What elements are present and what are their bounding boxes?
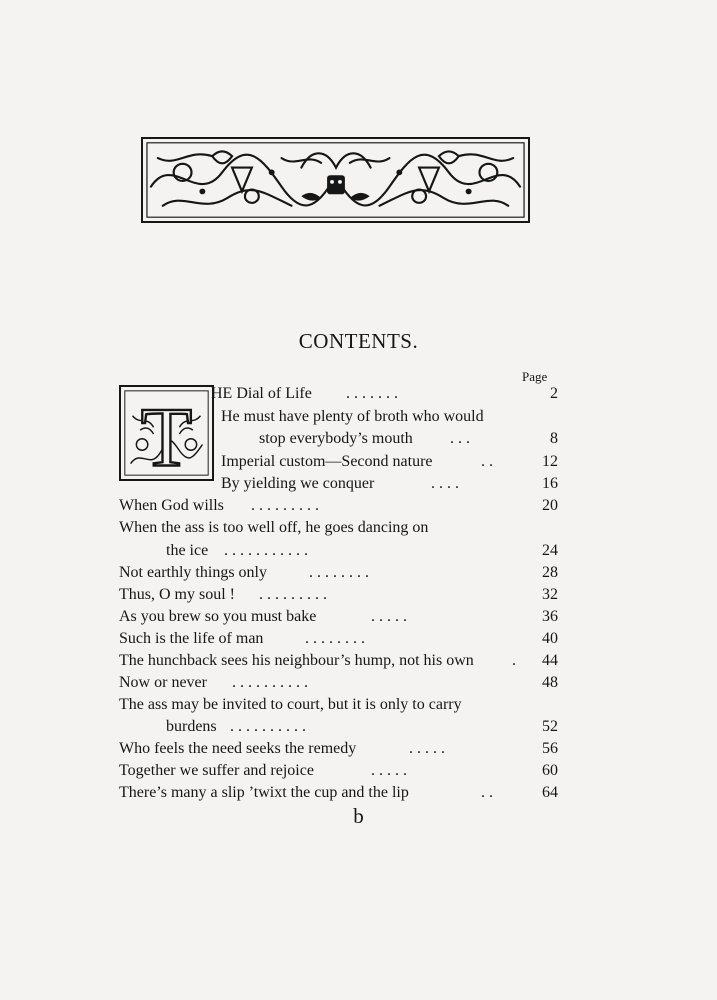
toc-title: There’s many a slip ’twixt the cup and the lip bbox=[119, 784, 409, 801]
toc-page-number: 52 bbox=[542, 718, 558, 735]
toc-page-number: 28 bbox=[542, 564, 558, 581]
toc-page-number: 2 bbox=[550, 385, 558, 402]
toc-page-number: 64 bbox=[542, 784, 558, 801]
toc-leader-dots: . . . . . . . . . . bbox=[230, 718, 306, 735]
toc-title: Together we suffer and rejoice bbox=[119, 762, 314, 779]
toc-title: When the ass is too well off, he goes dancing on bbox=[119, 519, 429, 536]
toc-page-number: 32 bbox=[542, 586, 558, 603]
toc-page-number: 36 bbox=[542, 608, 558, 625]
toc-title: The hunchback sees his neighbour’s hump, not his own bbox=[119, 652, 474, 669]
toc-page-number: 16 bbox=[542, 475, 558, 492]
toc-title: HE Dial of Life bbox=[211, 385, 312, 402]
toc-leader-dots: . . . . . . . . bbox=[305, 630, 365, 647]
toc-leader-dots: . . . . . bbox=[371, 762, 407, 779]
toc-title: stop everybody’s mouth bbox=[259, 430, 413, 447]
page-column-label: Page bbox=[522, 369, 548, 384]
toc-page-number: 20 bbox=[542, 497, 558, 514]
toc-leader-dots: . bbox=[512, 652, 516, 669]
toc-title: Not earthly things only bbox=[119, 564, 267, 581]
toc-leader-dots: . . . . bbox=[431, 475, 459, 492]
toc-page-number: 8 bbox=[550, 430, 558, 447]
toc-leader-dots: . . . . . bbox=[409, 740, 445, 757]
toc-page-number: 48 bbox=[542, 674, 558, 691]
toc-title: He must have plenty of broth who would bbox=[221, 408, 484, 425]
toc-leader-dots: . . . . . . . . . . . bbox=[224, 542, 308, 559]
toc-page-number: 40 bbox=[542, 630, 558, 647]
toc-leader-dots: . . bbox=[481, 453, 493, 470]
svg-text:T: T bbox=[140, 391, 193, 479]
toc-title: Such is the life of man bbox=[119, 630, 264, 647]
toc-title: When God wills bbox=[119, 497, 224, 514]
toc-title: Thus, O my soul ! bbox=[119, 586, 235, 603]
signature-mark: b bbox=[353, 804, 364, 828]
toc-leader-dots: . . . . . . . . . bbox=[259, 586, 327, 603]
toc-title: As you brew so you must bake bbox=[119, 608, 317, 625]
toc-title: burdens bbox=[166, 718, 217, 735]
toc-leader-dots: . . bbox=[481, 784, 493, 801]
toc-title: Who feels the need seeks the remedy bbox=[119, 740, 357, 757]
toc-title: By yielding we conquer bbox=[221, 475, 375, 492]
toc-leader-dots: . . . . . . . bbox=[346, 385, 398, 402]
toc-page-number: 56 bbox=[542, 740, 558, 757]
toc-leader-dots: . . . . . . . . bbox=[309, 564, 369, 581]
toc-title: Imperial custom—Second nature bbox=[221, 453, 433, 470]
contents-heading: CONTENTS. bbox=[298, 329, 419, 353]
toc-leader-dots: . . . . . . . . . bbox=[251, 497, 319, 514]
toc-page-number: 24 bbox=[542, 542, 558, 559]
toc-leader-dots: . . . . . . . . . . bbox=[232, 674, 308, 691]
toc-title: the ice bbox=[166, 542, 209, 559]
toc-page-number: 60 bbox=[542, 762, 558, 779]
toc-page-number: 44 bbox=[542, 652, 558, 669]
toc-title: The ass may be invited to court, but it is only to carry bbox=[119, 696, 462, 713]
toc-page-number: 12 bbox=[542, 453, 558, 470]
toc-leader-dots: . . . bbox=[450, 430, 470, 447]
toc-leader-dots: . . . . . bbox=[371, 608, 407, 625]
toc-title: Now or never bbox=[119, 674, 207, 691]
